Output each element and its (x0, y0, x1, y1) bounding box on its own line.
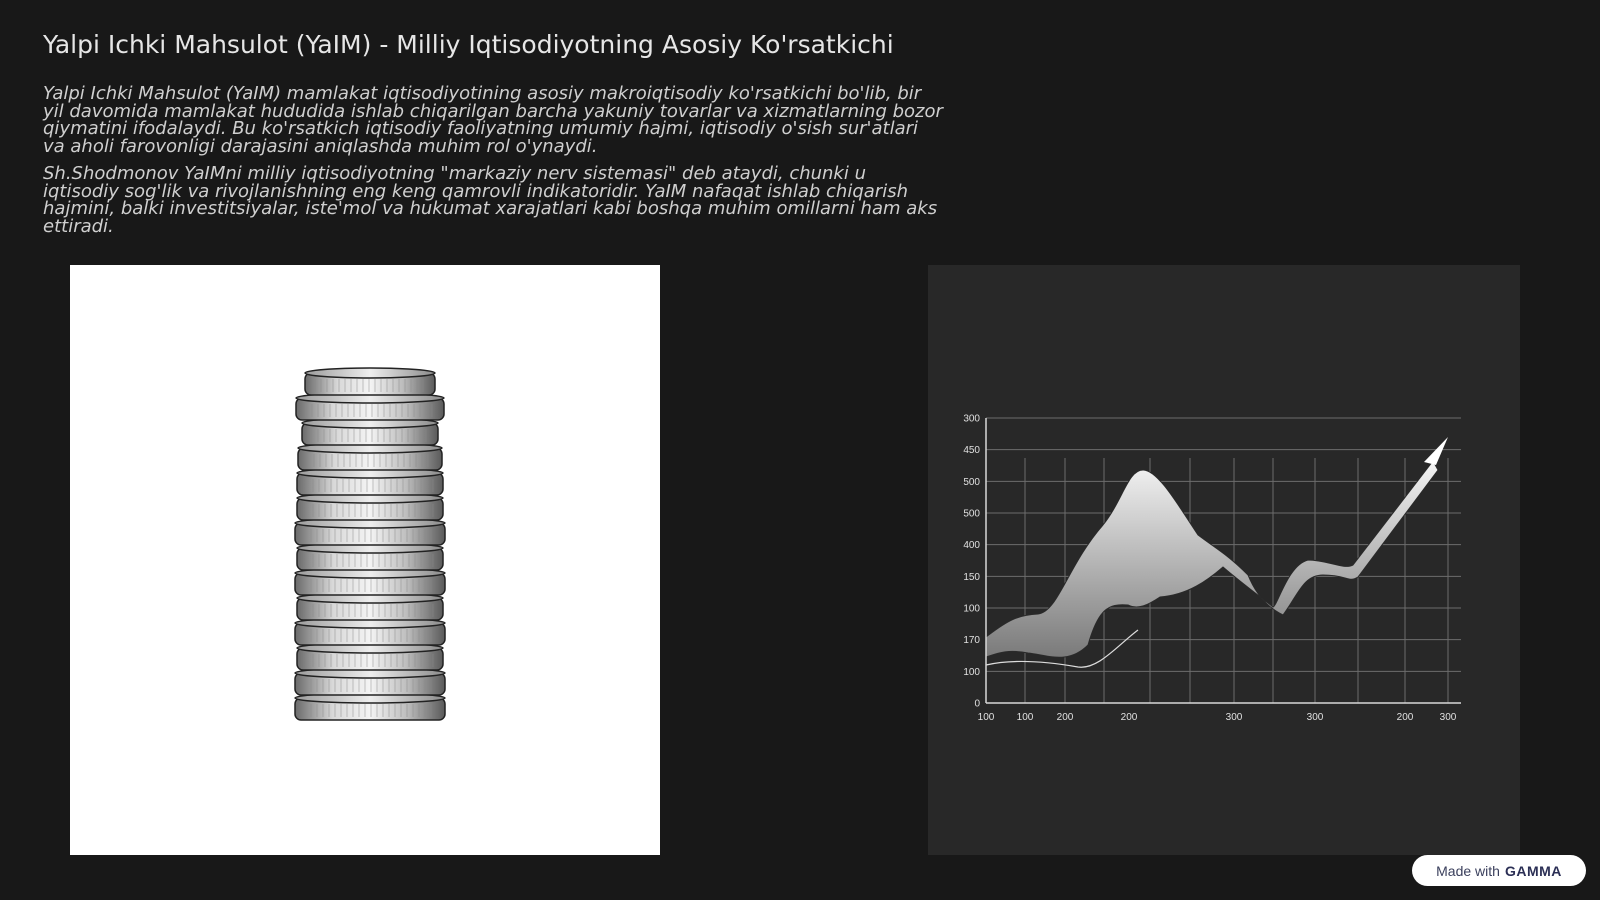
y-tick-label: 0 (974, 698, 980, 710)
y-tick-label: 450 (963, 445, 980, 457)
x-tick-label: 300 (1225, 712, 1243, 723)
coin-stack-icon (70, 265, 660, 855)
y-tick-label: 500 (963, 476, 980, 488)
slide-title: Yalpi Ichki Mahsulot (YaIM) - Milliy Iqtisodiyotning Asosiy Ko'rsatkichi (43, 30, 894, 59)
coin (297, 643, 443, 670)
paragraph-1: Yalpi Ichki Mahsulot (YaIM) mamlakat iqtisodiyotining asosiy makroiqtisodiy ko'rsatkichi bo'lib, bir yil davomida mamlakat hududida ishlab chiqarilgan barcha yakuniy tovarlar va xizmatlarning bozor qiymatini ifodalaydi. Bu ko'rsatkich iqtisodiy faoliyatning umumiy hajmi, iqtisodiy o'sish sur'atlari va aholi farovonligi darajasini aniqlashda muhim rol o'ynaydi. (43, 83, 943, 157)
coin (297, 468, 443, 495)
slide-body (43, 85, 943, 245)
coin (305, 368, 435, 395)
coin (297, 593, 443, 620)
x-tick-label: 300 (1439, 712, 1457, 723)
arrow-head-icon (1424, 437, 1448, 465)
x-tick-label: 200 (1120, 712, 1138, 723)
coin (302, 418, 438, 445)
y-tick-label: 400 (963, 540, 980, 552)
x-tick-label: 200 (1396, 712, 1414, 723)
coin (296, 393, 444, 420)
growth-area (986, 461, 1438, 657)
x-tick-label: 300 (1306, 712, 1324, 723)
paragraph-2: Sh.Shodmonov YaIMni milliy iqtisodiyotning "markaziy nerv sistemasi" deb ataydi, chunki u iqtisodiy sog'lik va rivojlanishning eng keng qamrovli indikatoridir. YaIM nafaqat ishlab chiqarish hajmini, balki investitsiyalar, iste'mol va hukumat xarajatlari kabi boshqa muhim omillarni ham aks ettiradi. (43, 163, 938, 237)
y-tick-label: 100 (963, 666, 980, 678)
y-tick-label: 150 (963, 571, 980, 583)
coin (298, 443, 442, 470)
growth-chart-icon (928, 265, 1520, 855)
coin (297, 493, 443, 520)
y-tick-label: 170 (963, 635, 980, 647)
coin (295, 618, 445, 645)
x-tick-label: 100 (1016, 712, 1034, 723)
x-tick-label: 100 (977, 712, 995, 723)
y-tick-label: 100 (963, 603, 980, 615)
coin (295, 693, 445, 720)
gamma-logo: GAMMA (1504, 862, 1562, 879)
coin-stack-image (70, 265, 660, 855)
y-tick-label: 300 (963, 413, 980, 425)
coin (295, 668, 445, 695)
y-tick-label: 500 (963, 508, 980, 520)
coin (295, 518, 445, 545)
growth-chart-image (928, 265, 1520, 855)
x-tick-label: 200 (1056, 712, 1074, 723)
made-with-gamma-badge[interactable] (1412, 855, 1586, 886)
coin (297, 543, 443, 570)
coin (295, 568, 445, 595)
badge-prefix: Made with (1436, 862, 1500, 879)
